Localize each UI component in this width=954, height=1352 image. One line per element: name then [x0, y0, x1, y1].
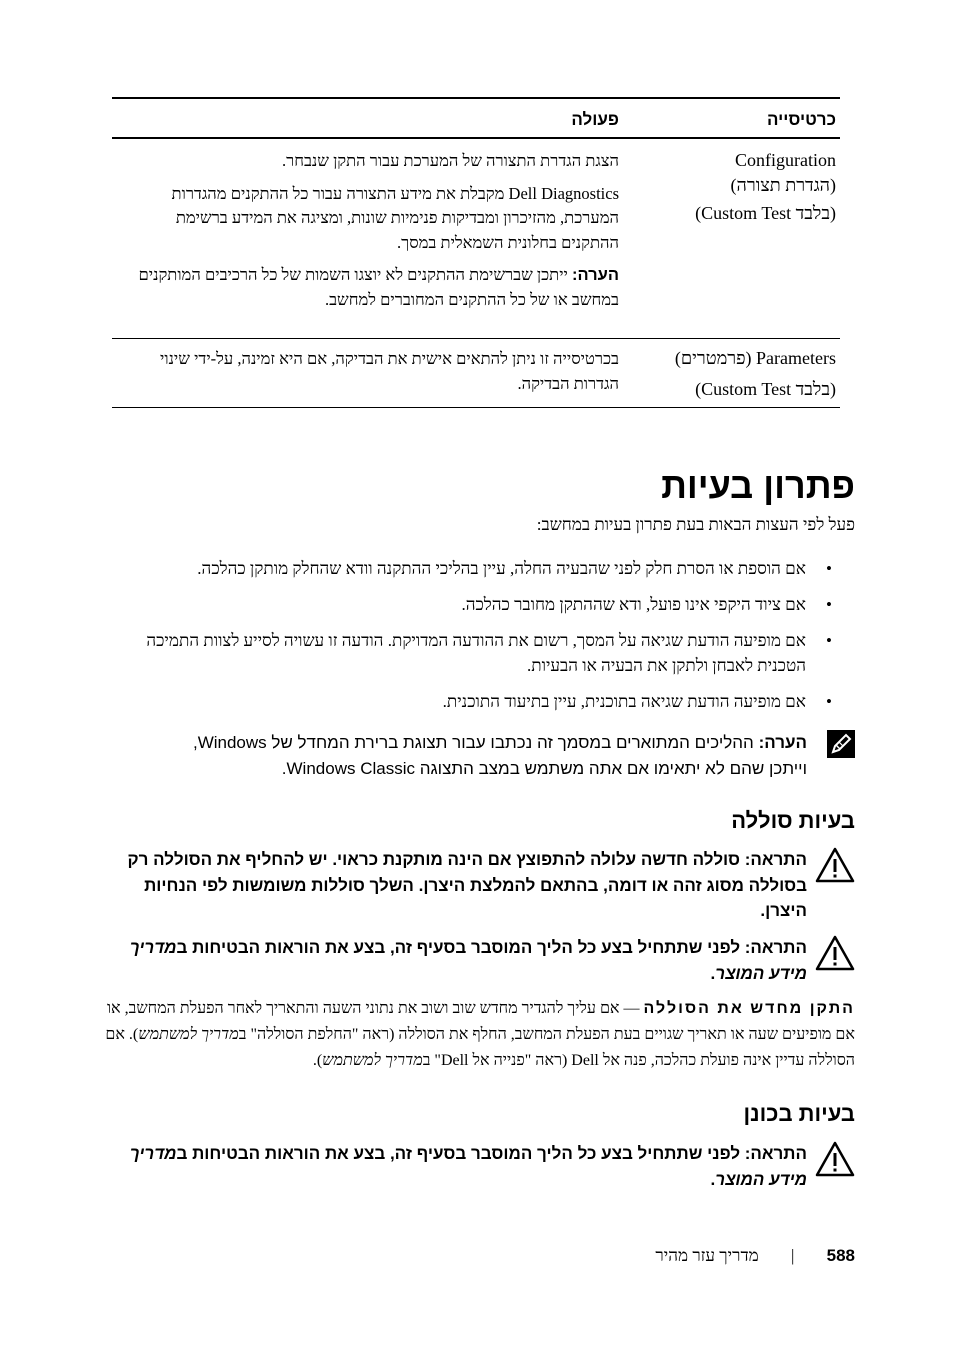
note-text: ייתכן שברשימת ההתקנים לא יוצגו השמות של כל הרכיבים המותקנים במחשב או של כל ההתקנים המחוברים למחשב. [138, 265, 619, 309]
tips-list [96, 556, 806, 725]
note-label: הערה: [571, 266, 619, 284]
list-item: • אם הוספת או הסרת חלק לפני שהבעיה החלה, עיין בהליכי ההתקנה וודא שהחלק מותקן כהלכה. [96, 556, 806, 581]
info-table [112, 97, 840, 408]
note-line: ההליכים המתוארים במסמך זה נכתבו עבור תצוגת ברירת המחדל של Windows, [192, 733, 754, 752]
caution-text [95, 1141, 807, 1192]
warning-triangle-icon [815, 935, 855, 971]
desc-paragraph: בכרטיסייה זו ניתן להתאים אישית את הבדיקה, אם היא זמינה, על-ידי שינוי הגדרות הבדיקה. [160, 349, 619, 393]
footer-separator: | [790, 1246, 795, 1265]
header-tab: כרטיסייה [767, 110, 836, 129]
caution-suffix: . [710, 963, 716, 983]
caution-block [95, 847, 855, 924]
page-number: 588 [826, 1246, 855, 1265]
row-name-line: (בלבד Custom Test) [695, 379, 836, 399]
intro-text: פעל לפי העצות הבאות בעת פתרון בעיות במחשב: [536, 515, 855, 534]
footer-title: מדריך עזר מהיר [655, 1246, 759, 1265]
list-item: • אם ציוד היקפי אינו פועל, ודא שההתקן מחובר כהלכה. [96, 592, 806, 617]
table-note [114, 263, 619, 312]
note-block [95, 730, 855, 782]
caution-block [95, 1141, 855, 1192]
list-item: • אם מופיעה הודעת שגיאה בתוכנית, עיין בתיעוד התוכנית. [96, 689, 806, 714]
row-name [636, 147, 836, 227]
caution-prefix: התראה: לפני שתתחיל בצע כל הליך המוסבר בסעיף זה, בצע את הוראות הבטיחות ב [176, 938, 807, 957]
table-row [112, 339, 840, 408]
caution-suffix: . [710, 1169, 716, 1189]
row-name [636, 345, 836, 403]
desc-paragraph: Dell Diagnostics מקבלת את מידע התצורה עבור כל ההתקנים מהגדרות המערכת, מהזיכרון ומבדיקות פנימיות שונות, ומציגה את המידע ברשימת ההתקנים בחלונית השמאלית במסך. [171, 183, 619, 252]
page-footer [655, 1246, 855, 1266]
caution-block [95, 935, 855, 986]
battery-paragraph [95, 996, 855, 1074]
pencil-note-icon [827, 730, 855, 758]
header-action: פעולה [571, 110, 619, 129]
para-emphasis: מדריך למשתמש [138, 1026, 239, 1043]
caution-emphasis: מדריך מידע המוצר [129, 1144, 807, 1189]
row-name-line: Configuration [735, 150, 836, 170]
para-emphasis: מדריך למשתמש [322, 1052, 423, 1069]
desc-paragraph: הצגת הגדרת התצורה של המערכת עבור התקן שנבחר. [281, 151, 619, 170]
note-line: וייתכן שהם לא יתאימו אם אתה משתמש במצב התצוגה Windows Classic. [281, 759, 807, 778]
list-item: • אם מופיעה הודעת שגיאה על המסך, רשום את ההודעה המדויקת. הודעה זו עשויה לסייע לצוות התמיכה הטכנית לאבחן ולתקן את הבעיה או הבעיות. [96, 628, 806, 678]
note-label: הערה: [758, 733, 807, 752]
caution-text [95, 935, 807, 986]
row-name-line: (הגדרת תצורה) [730, 175, 836, 195]
caution-text: התראה: סוללה חדשה עלולה להתפוצץ אם הינה מותקנת כראוי. יש להחליף את הסוללה רק בסוללה מסוג זהה או דומה, בהתאם להמלצת היצרן. השלך סוללות משומשות לפי הנחיות היצרן. [127, 850, 807, 920]
para-body: — אם עליך להגדיר מחדש שוב ושוב את נתוני השעה והתאריך לאחר הפעלת המחשב, או אם מופיעים שעה או תאריך שגויים בעת הפעלת המחשב, החלף את הסוללה (ראה "החלפת הסוללה" ב [106, 1000, 855, 1043]
battery-section-title: בעיות סוללה [731, 808, 855, 833]
para-mid: ). אם הסוללה עדיין אינה פועלת כהלכה, פנה אל Dell (ראה "פנייה אל Dell" ב [105, 1026, 855, 1069]
row-name-line: Parameters (פרמטרים) [674, 348, 836, 368]
caution-emphasis: מדריך מידע המוצר [129, 938, 807, 983]
row-name-line: (בלבד Custom Test) [695, 203, 836, 223]
page-title: פתרון בעיות [661, 465, 855, 506]
drive-section-title: בעיות בכונן [743, 1101, 855, 1126]
table-row [112, 139, 840, 339]
row-description [114, 347, 619, 396]
row-description [114, 149, 619, 312]
warning-triangle-icon [815, 1141, 855, 1177]
table-header [112, 99, 840, 139]
caution-prefix: התראה: לפני שתתחיל בצע כל הליך המוסבר בסעיף זה, בצע את הוראות הבטיחות ב [176, 1144, 807, 1163]
para-lead: התקן מחדש את הסוללה [643, 1000, 855, 1017]
para-end: ). [312, 1052, 323, 1069]
warning-triangle-icon [815, 847, 855, 883]
